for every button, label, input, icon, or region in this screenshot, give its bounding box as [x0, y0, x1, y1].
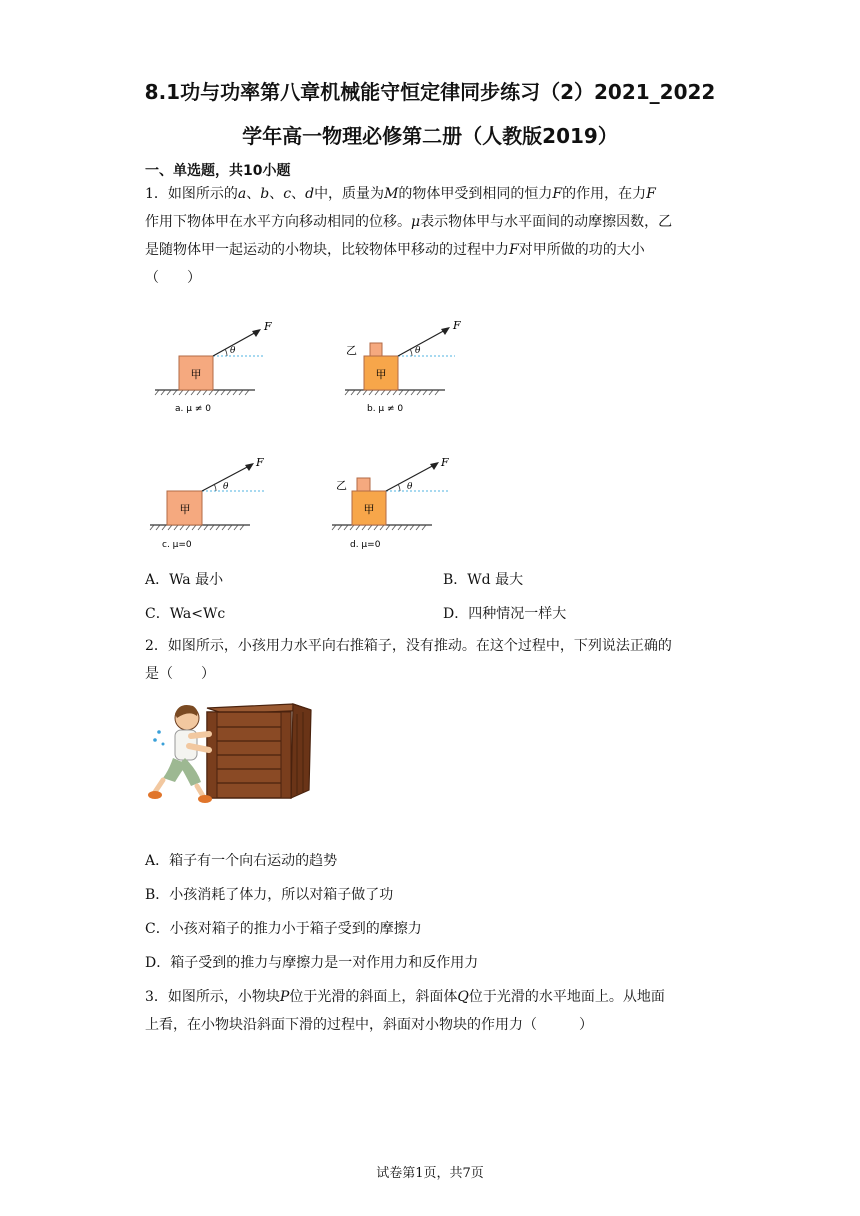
- caption-d: d. μ=0: [350, 540, 381, 550]
- angle-label-c: θ: [223, 482, 229, 492]
- q1-line3: 是随物体甲一起运动的小物块，比较物体甲移动的过程中力F对甲所做的功的大小: [145, 242, 645, 258]
- q1-text: [145, 180, 720, 292]
- q1-line1: 1．如图所示的a、b、c、d中，质量为M的物体甲受到相同的恒力F的作用，在力F: [145, 186, 656, 202]
- small-label-b: 乙: [346, 344, 357, 357]
- q1-figure-d: [330, 455, 465, 555]
- q2-figure-child-pushing-crate: [145, 698, 315, 804]
- caption-c: c. μ=0: [162, 540, 192, 550]
- q2-text: [145, 632, 720, 688]
- q2-option-c[interactable]: C．小孩对箱子的推力小于箱子受到的摩擦力: [145, 921, 422, 937]
- caption-a: a. μ ≠ 0: [175, 404, 211, 414]
- q1-option-d[interactable]: D．四种情况一样大: [443, 606, 567, 622]
- box-label-c: 甲: [179, 503, 191, 516]
- q1-figure-a: [145, 318, 270, 418]
- q1-bracket: （ ）: [145, 270, 201, 286]
- q2-line1: 2．如图所示，小孩用力水平向右推箱子，没有推动。在这个过程中，下列说法正确的: [145, 638, 672, 654]
- q1-figure-b: [335, 318, 470, 418]
- box-label-d: 甲: [363, 503, 375, 516]
- doc-title-line2: 学年高一物理必修第二册（人教版2019）: [242, 124, 618, 148]
- section-heading: 一、单选题，共10小题: [145, 163, 291, 179]
- angle-label-b: θ: [415, 346, 421, 356]
- page-footer: 试卷第1页，共7页: [376, 1166, 484, 1181]
- q3-line2: 上看，在小物块沿斜面下滑的过程中，斜面对小物块的作用力（ ）: [145, 1017, 593, 1033]
- crate-image: [207, 704, 311, 798]
- force-label-d: F: [441, 456, 449, 469]
- q3-text: [145, 983, 720, 1039]
- q1-option-a[interactable]: A．Wa 最小: [145, 572, 224, 588]
- box-yi-d: [357, 478, 370, 491]
- small-label-d: 乙: [336, 479, 347, 492]
- box-label-a: 甲: [190, 368, 202, 381]
- box-label-b: 甲: [375, 368, 387, 381]
- box-yi-b: [370, 343, 382, 356]
- doc-title-line1: 8.1功与功率第八章机械能守恒定律同步练习（2）2021_2022: [144, 80, 716, 104]
- q1-figure-c: [145, 455, 280, 555]
- q1-line2: 作用下物体甲在水平方向移动相同的位移。μ表示物体甲与水平面间的动摩擦因数，乙: [145, 214, 673, 230]
- child-image: [148, 705, 212, 803]
- q2-option-b[interactable]: B．小孩消耗了体力，所以对箱子做了功: [145, 887, 394, 903]
- q1-option-c[interactable]: C．Wa<Wc: [145, 606, 226, 622]
- force-label-b: F: [453, 319, 461, 332]
- q2-option-d[interactable]: D．箱子受到的推力与摩擦力是一对作用力和反作用力: [145, 955, 479, 971]
- force-label-a: F: [264, 320, 272, 333]
- caption-b: b. μ ≠ 0: [367, 404, 404, 414]
- q1-option-b[interactable]: B．Wd 最大: [443, 572, 524, 588]
- q2-line2: 是（ ）: [145, 666, 215, 682]
- q2-option-a[interactable]: A．箱子有一个向右运动的趋势: [145, 853, 338, 869]
- q3-line1: 3．如图所示，小物块P位于光滑的斜面上，斜面体Q位于光滑的水平地面上。从地面: [145, 989, 665, 1005]
- angle-label-a: θ: [230, 346, 236, 356]
- angle-label-d: θ: [407, 482, 413, 492]
- force-label-c: F: [256, 456, 264, 469]
